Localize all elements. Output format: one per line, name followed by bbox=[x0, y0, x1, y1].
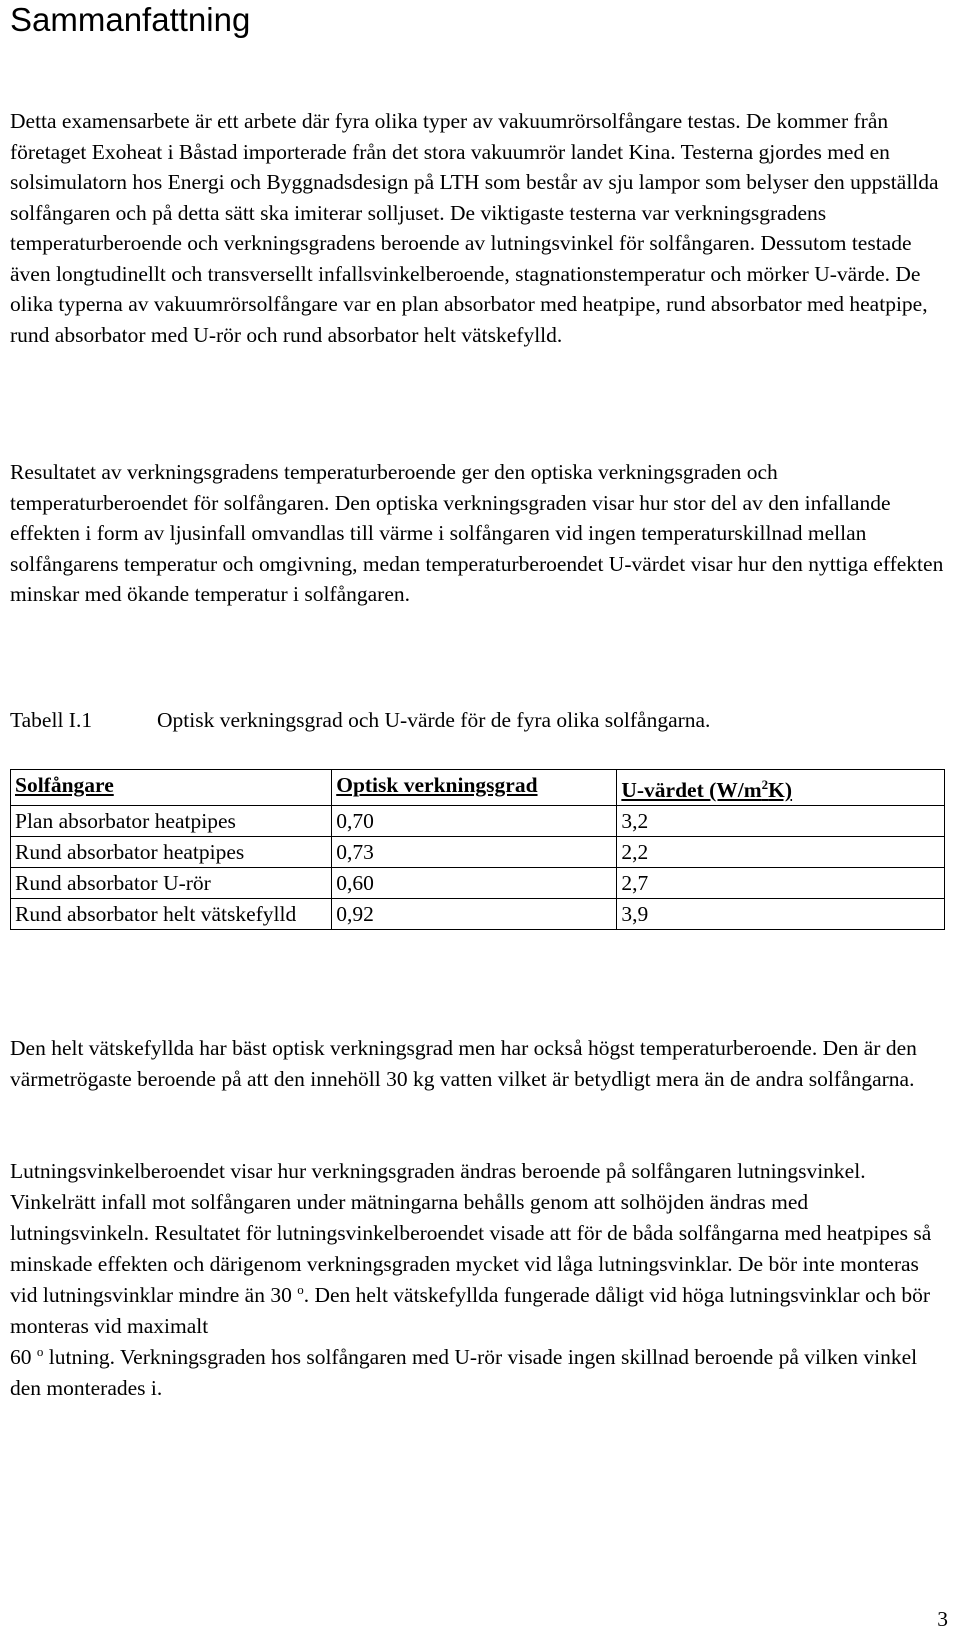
table-row bbox=[11, 806, 945, 837]
results-table bbox=[10, 769, 945, 930]
tilt-angle-value: 60 bbox=[10, 1345, 32, 1369]
cell-optical: 0,73 bbox=[332, 837, 617, 868]
table-caption-label: Tabell I.1 bbox=[10, 708, 93, 732]
header-uvarde bbox=[617, 770, 945, 806]
table-header-row bbox=[11, 770, 945, 806]
section-heading: Sammanfattning bbox=[10, 1, 251, 38]
header-optisk: Optisk verkningsgrad bbox=[332, 770, 617, 806]
header-uvarde-unit-end: K) bbox=[768, 778, 793, 803]
table-row bbox=[11, 868, 945, 899]
cell-name: Plan absorbator heatpipes bbox=[11, 806, 332, 837]
cell-u: 2,7 bbox=[617, 868, 945, 899]
table-caption-text: Optisk verkningsgrad och U-värde för de fyra olika solfångarna. bbox=[157, 708, 711, 732]
cell-name: Rund absorbator heatpipes bbox=[11, 837, 332, 868]
cell-u: 3,9 bbox=[617, 899, 945, 930]
tilt-text-1: Lutningsvinkelberoendet visar hur verkningsgraden ändras beroende på solfångaren lutningsvinkel. Vinkelrätt infall mot solfångaren under mätningarna behålls genom att solhöjden ändras med lutningsvinkeln. Resultatet för lutningsvinkelberoendet visade att för de båda solfångarna med heatpipes så minskade effekten och därigenom verkningsgraden mycket vid låga lutningsvinklar. De bör inte monteras vid lutningsvinklar mindre än 30 bbox=[10, 1159, 932, 1307]
paragraph-results: Resultatet av verkningsgradens temperaturberoende ger den optiska verkningsgraden och temperaturberoendet för solfångaren. Den optiska verkningsgraden visar hur stor del av den infallande effekten i form av ljusinfall omvandlas till värme i solfångaren vid ingen temperaturskillnad mellan solfångarens temperatur och omgivning, medan temperaturberoendet U-värdet visar hur den nyttiga effekten minskar med ökande temperatur i solfångaren. bbox=[10, 460, 944, 606]
table-row bbox=[11, 837, 945, 868]
cell-optical: 0,70 bbox=[332, 806, 617, 837]
tilt-text-4: lutning. Verkningsgraden hos solfångaren med U-rör visade ingen skillnad beroende på vilken vinkel den monterades i. bbox=[10, 1345, 918, 1400]
cell-optical: 0,92 bbox=[332, 899, 617, 930]
header-solfangare: Solfångare bbox=[11, 770, 332, 806]
page-number: 3 bbox=[937, 1607, 948, 1631]
paragraph-intro: Detta examensarbete är ett arbete där fyra olika typer av vakuumrörsolfångare testas. De kommer från företaget Exoheat i Båstad importerade från det stora vakuumrör landet Kina. Testerna gjordes med en solsimulatorn hos Energi och Byggnadsdesign på LTH som består av sju lampor som belyser den uppställda solfångaren och på detta sätt ska imiterar solljuset. De viktigaste testerna var verkningsgradens temperaturberoende och verkningsgradens beroende av lutningsvinkel för solfångaren. Dessutom testade även longtudinellt och transversellt infallsvinkelberoende, stagnationstemperatur och mörker U-värde. De olika typerna av vakuumrörsolfångare var en plan absorbator med heatpipe, rund absorbator med heatpipe, rund absorbator med U-rör och rund absorbator helt vätskefylld. bbox=[10, 109, 939, 347]
header-uvarde-text: U-värdet (W/m bbox=[621, 778, 762, 803]
degree-mark-2: o bbox=[36, 1343, 44, 1359]
paragraph-fluid-filled: Den helt vätskefyllda har bäst optisk verkningsgrad men har också högst temperaturberoende. Den är den värmetrögaste beroende på att den innehöll 30 kg vatten vilket är betydligt mera än de andra solfångarna. bbox=[10, 1036, 917, 1091]
paragraph-tilt-angle bbox=[10, 1156, 945, 1404]
cell-u: 3,2 bbox=[617, 806, 945, 837]
cell-optical: 0,60 bbox=[332, 868, 617, 899]
table-row bbox=[11, 899, 945, 930]
tilt-text-2: . Den helt vätskefyllda fungerade dåligt vid höga lutningsvinklar och bör monteras vid maximalt bbox=[10, 1283, 931, 1338]
cell-name: Rund absorbator helt vätskefylld bbox=[11, 899, 332, 930]
degree-mark: o bbox=[297, 1281, 304, 1297]
cell-u: 2,2 bbox=[617, 837, 945, 868]
header-uvarde-exponent: 2 bbox=[761, 777, 769, 792]
cell-name: Rund absorbator U-rör bbox=[11, 868, 332, 899]
